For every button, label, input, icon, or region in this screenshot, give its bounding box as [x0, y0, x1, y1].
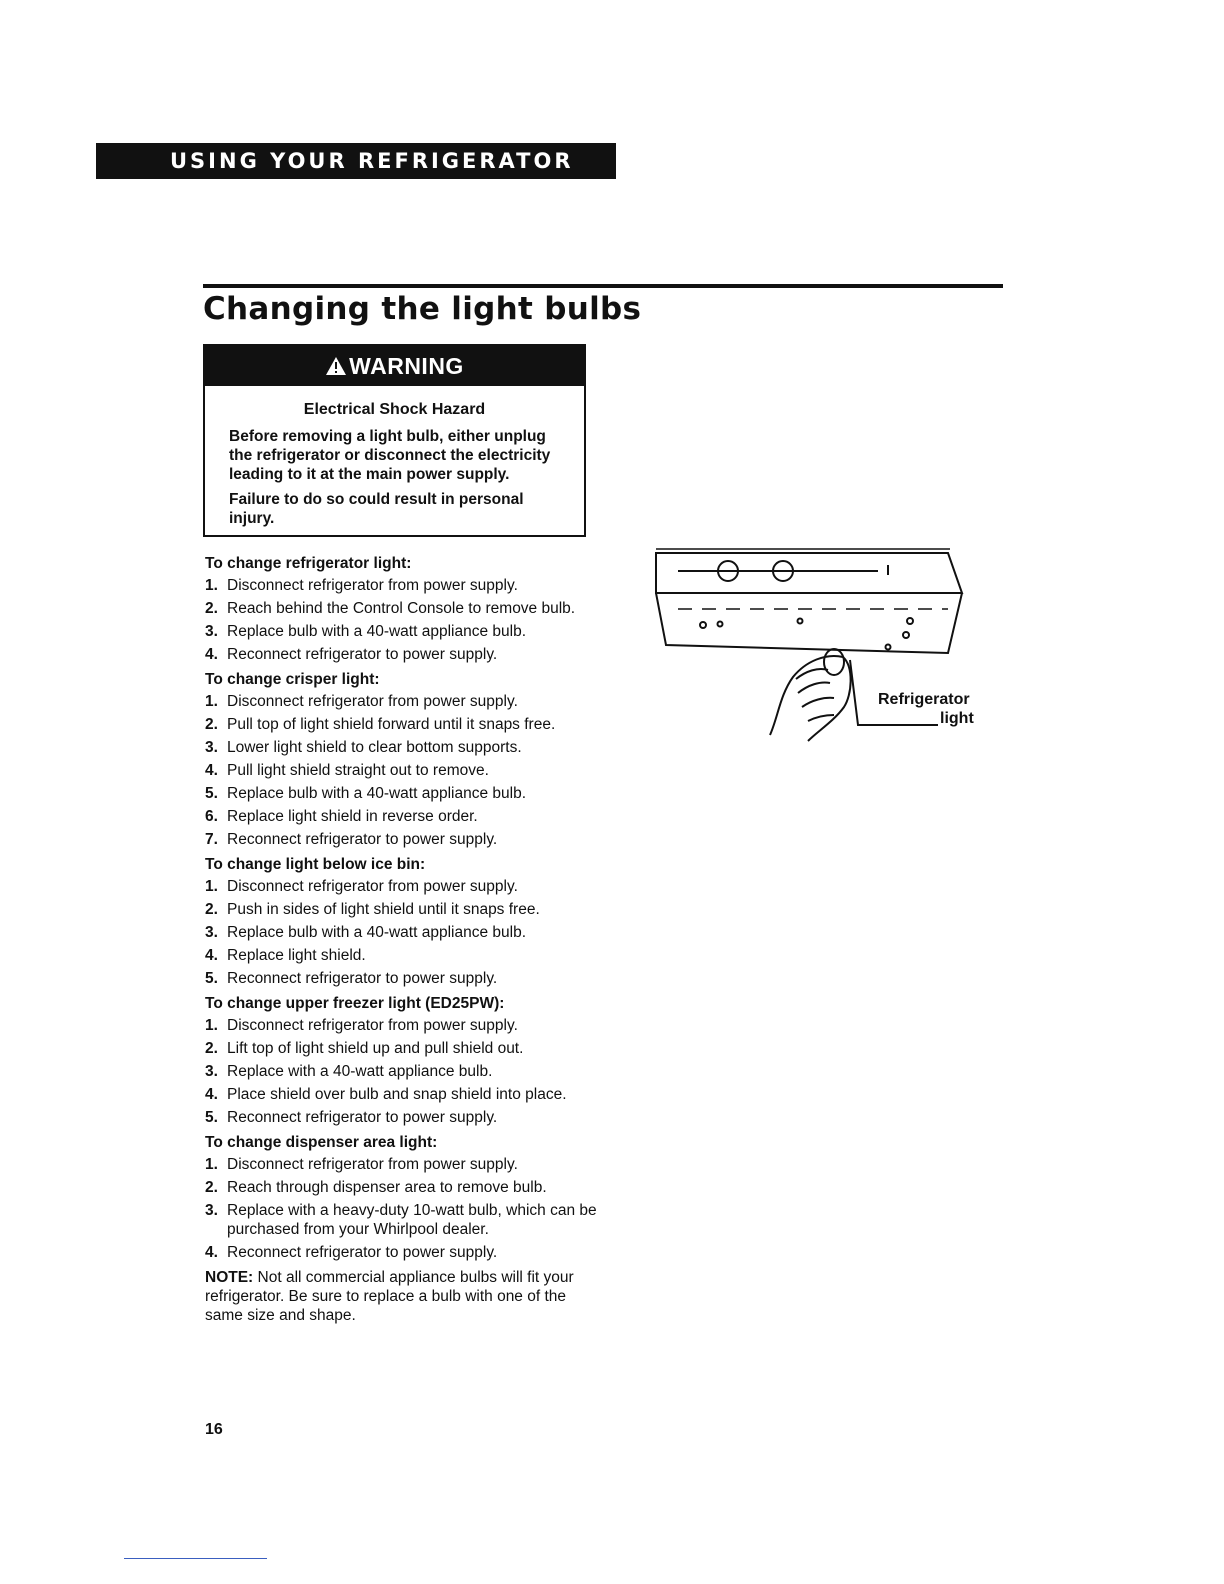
step-item: 2. Reach through dispenser area to remove bulb. [205, 1179, 547, 1196]
step-item: 5. Reconnect refrigerator to power supply. [205, 1109, 498, 1126]
step-list [205, 1155, 605, 1262]
step-list [205, 877, 605, 988]
step-list [205, 576, 605, 664]
warning-triangle-icon [325, 348, 347, 388]
step-item: 1. Disconnect refrigerator from power supply. [205, 577, 518, 594]
step-item: 4. Replace light shield. [205, 947, 366, 964]
step-item: 1. Disconnect refrigerator from power supply. [205, 693, 518, 710]
page-number: 16 [205, 1421, 223, 1438]
step-item: 3. Replace bulb with a 40-watt appliance bulb. [205, 924, 526, 941]
step-item: 4. Place shield over bulb and snap shield into place. [205, 1086, 567, 1103]
step-item: 1. Disconnect refrigerator from power supply. [205, 878, 518, 895]
warning-box [203, 344, 586, 537]
step-item: 3. Replace with a 40-watt appliance bulb. [205, 1063, 493, 1080]
step-item: 1. Disconnect refrigerator from power supply. [205, 1017, 518, 1034]
warning-text: Before removing a light bulb, either unplug the refrigerator or disconnect the electricity leading to it at the main power supply. [229, 428, 551, 483]
caption-line: light [940, 710, 974, 727]
step-item: 3. Replace with a heavy-duty 10-watt bulb, which can be purchased from your Whirlpool dealer. [205, 1202, 597, 1238]
step-item: 2. Pull top of light shield forward until it snaps free. [205, 716, 556, 733]
step-list [205, 1016, 605, 1127]
step-item: 1. Disconnect refrigerator from power supply. [205, 1156, 518, 1173]
step-item: 6. Replace light shield in reverse order. [205, 808, 478, 825]
note-label: NOTE: [205, 1269, 254, 1286]
step-list [205, 692, 605, 849]
section-header: USING YOUR REFRIGERATOR [96, 143, 616, 179]
hazard-title: Electrical Shock Hazard [303, 401, 486, 418]
step-item: 4. Pull light shield straight out to remove. [205, 762, 489, 779]
note-text: Not all commercial appliance bulbs will fit your refrigerator. Be sure to replace a bulb with one of the same size and shape. [205, 1269, 574, 1324]
section-heading: To change light below ice bin: [205, 856, 426, 873]
warning-label: WARNING [349, 353, 464, 379]
step-item: 2. Lift top of light shield up and pull shield out. [205, 1040, 524, 1057]
section-heading: To change refrigerator light: [205, 555, 412, 572]
footer-rule [124, 1558, 267, 1559]
title-rule [203, 284, 1003, 288]
section-heading: To change upper freezer light (ED25PW): [205, 995, 505, 1012]
step-item: 2. Push in sides of light shield until it snaps free. [205, 901, 540, 918]
section-heading: To change dispenser area light: [205, 1134, 438, 1151]
step-item: 3. Lower light shield to clear bottom supports. [205, 739, 522, 756]
section-heading: To change crisper light: [205, 671, 380, 688]
step-item: 4. Reconnect refrigerator to power supply. [205, 1244, 498, 1261]
step-item: 3. Replace bulb with a 40-watt appliance bulb. [205, 623, 526, 640]
page-title: Changing the light bulbs [203, 291, 642, 327]
figure-caption [878, 690, 974, 728]
warning-header [205, 346, 584, 386]
step-item: 2. Reach behind the Control Console to remove bulb. [205, 600, 576, 617]
note [205, 1268, 605, 1325]
caption-line: Refrigerator [878, 691, 970, 708]
step-item: 7. Reconnect refrigerator to power supply. [205, 831, 498, 848]
step-item: 5. Replace bulb with a 40-watt appliance bulb. [205, 785, 526, 802]
step-item: 4. Reconnect refrigerator to power supply. [205, 646, 498, 663]
instructions [205, 554, 605, 1325]
warning-consequence: Failure to do so could result in personal injury. [229, 491, 524, 527]
step-item: 5. Reconnect refrigerator to power supply. [205, 970, 498, 987]
